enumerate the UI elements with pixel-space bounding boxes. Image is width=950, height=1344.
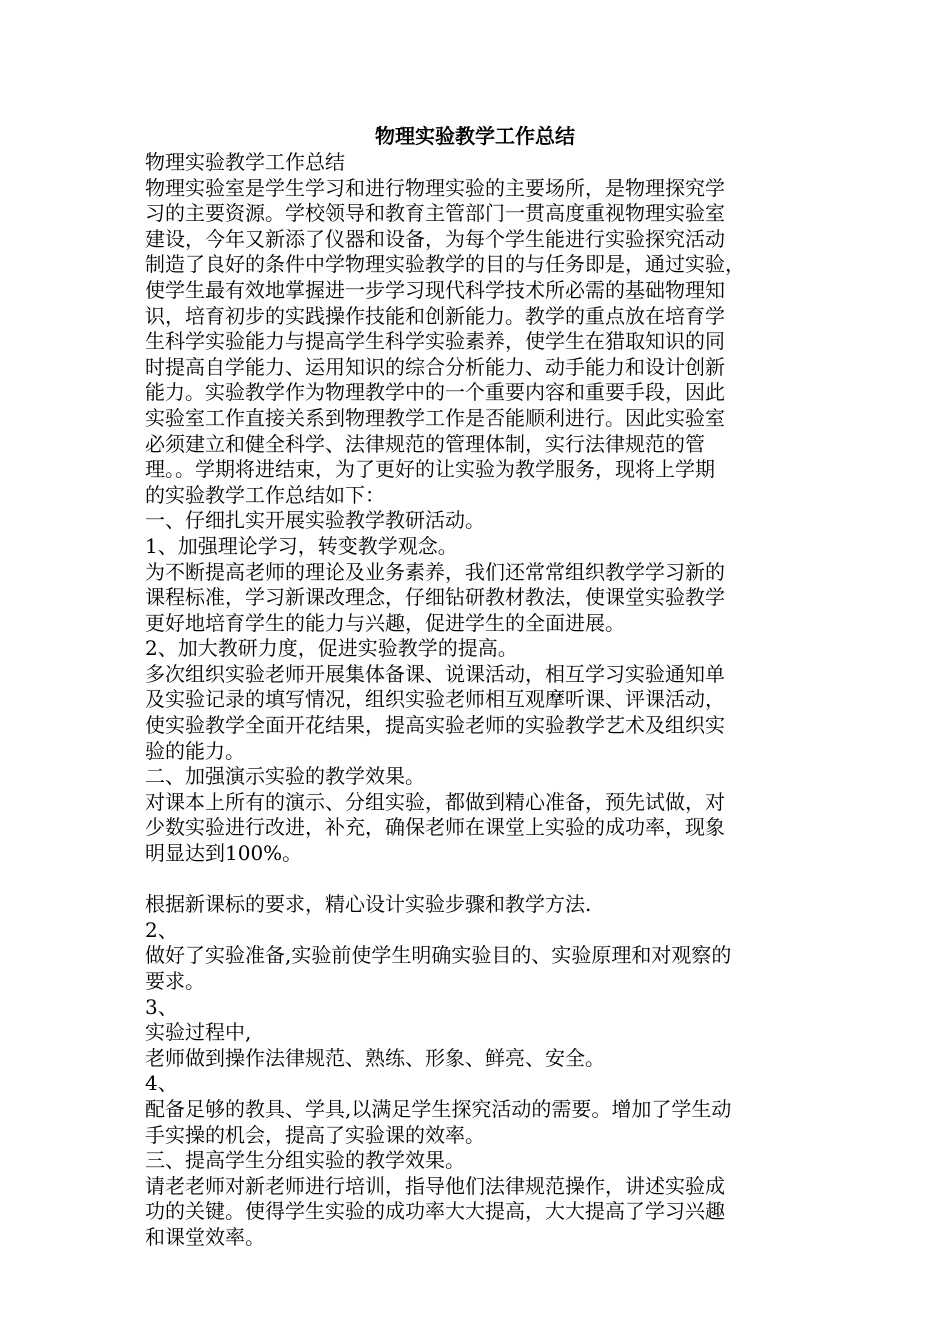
- text-line: 实验过程中,: [145, 1020, 252, 1045]
- text-line: 三、提高学生分组实验的教学效果。: [145, 1148, 465, 1173]
- document-body: [145, 150, 815, 1251]
- text-line: 使实验教学全面开花结果，提高实验老师的实验教学艺术及组织实: [145, 713, 725, 738]
- text-line: 时提高自学能力、运用知识的综合分析能力、动手能力和设计创新: [145, 354, 725, 379]
- text-line: 一、仔细扎实开展实验教学教研活动。: [145, 508, 485, 533]
- text-line: 明显达到100%。: [145, 841, 303, 866]
- text-line: 更好地培育学生的能力与兴趣，促进学生的全面进展。: [145, 610, 625, 635]
- text-line: 对课本上所有的演示、分组实验，都做到精心准备，预先试做，对: [145, 789, 725, 814]
- text-line: 多次组织实验老师开展集体备课、说课活动，相互学习实验通知单: [145, 661, 725, 686]
- text-line: 的实验教学工作总结如下：: [145, 482, 385, 507]
- text-line: 为不断提高老师的理论及业务素养，我们还常常组织教学学习新的: [145, 559, 725, 584]
- text-line: 2、加大教研力度，促进实验教学的提高。: [145, 636, 518, 661]
- text-line: 物理实验教学工作总结: [145, 150, 345, 174]
- text-line: 请老老师对新老师进行培训，指导他们法律规范操作，讲述实验成: [145, 1173, 725, 1198]
- text-line: 实验室工作直接关系到物理教学工作是否能顺利进行。因此实验室: [145, 405, 725, 430]
- text-line: 验的能力。: [145, 738, 245, 763]
- text-line: 识，培育初步的实践操作技能和创新能力。教学的重点放在培育学: [145, 303, 725, 328]
- text-line: 做好了实验准备,实验前使学生明确实验目的、实验原理和对观察的: [145, 943, 732, 968]
- text-line: 课程标准，学习新课改理念，仔细钻研教材教法，使课堂实验教学: [145, 585, 725, 610]
- text-line: 要求。: [145, 969, 205, 993]
- text-line: 老师做到操作法律规范、熟练、形象、鲜亮、安全。: [145, 1045, 605, 1070]
- text-line: 及实验记录的填写情况，组织实验老师相互观摩听课、评课活动，: [145, 687, 725, 712]
- text-line: 能力。实验教学作为物理教学中的一个重要内容和重要手段，因此: [145, 380, 725, 405]
- text-line: 使学生最有效地掌握进一步学习现代科学技术所必需的基础物理知: [145, 277, 725, 302]
- text-line: 习的主要资源。学校领导和教育主管部门一贯高度重视物理实验室: [145, 201, 725, 226]
- text-line: 功的关键。使得学生实验的成功率大大提高，大大提高了学习兴趣: [145, 1199, 725, 1224]
- text-line: 建设，今年又新添了仪器和设备，为每个学生能进行实验探究活动: [145, 226, 725, 251]
- text-line: 物理实验室是学生学习和进行物理实验的主要场所，是物理探究学: [145, 175, 725, 200]
- text-line: 根据新课标的要求，精心设计实验步骤和教学方法.: [145, 892, 592, 917]
- text-line: 2、: [145, 917, 178, 942]
- text-line: [145, 867, 815, 893]
- text-line: 理。。学期将进结束，为了更好的让实验为教学服务，现将上学期: [145, 457, 715, 482]
- text-line: 必须建立和健全科学、法律规范的管理体制，实行法律规范的管: [145, 431, 705, 456]
- text-line: 和课堂效率。: [145, 1224, 265, 1249]
- text-line: 生科学实验能力与提高学生科学实验素养，使学生在猎取知识的同: [145, 329, 725, 354]
- text-line: 少数实验进行改进，补充，确保老师在课堂上实验的成功率，现象: [145, 815, 725, 840]
- text-line: 手实操的机会，提高了实验课的效率。: [145, 1122, 485, 1147]
- text-line: 4、: [145, 1071, 178, 1096]
- text-line: 二、加强演示实验的教学效果。: [145, 764, 425, 789]
- text-line: 制造了良好的条件中学物理实验教学的目的与任务即是，通过实验，: [145, 252, 745, 277]
- text-line: 配备足够的教具、学具,以满足学生探究活动的需要。增加了学生动: [145, 1096, 732, 1121]
- text-line: 3、: [145, 994, 178, 1019]
- text-line: 1、加强理论学习，转变教学观念。: [145, 533, 458, 558]
- document-title: 物理实验教学工作总结: [375, 124, 575, 148]
